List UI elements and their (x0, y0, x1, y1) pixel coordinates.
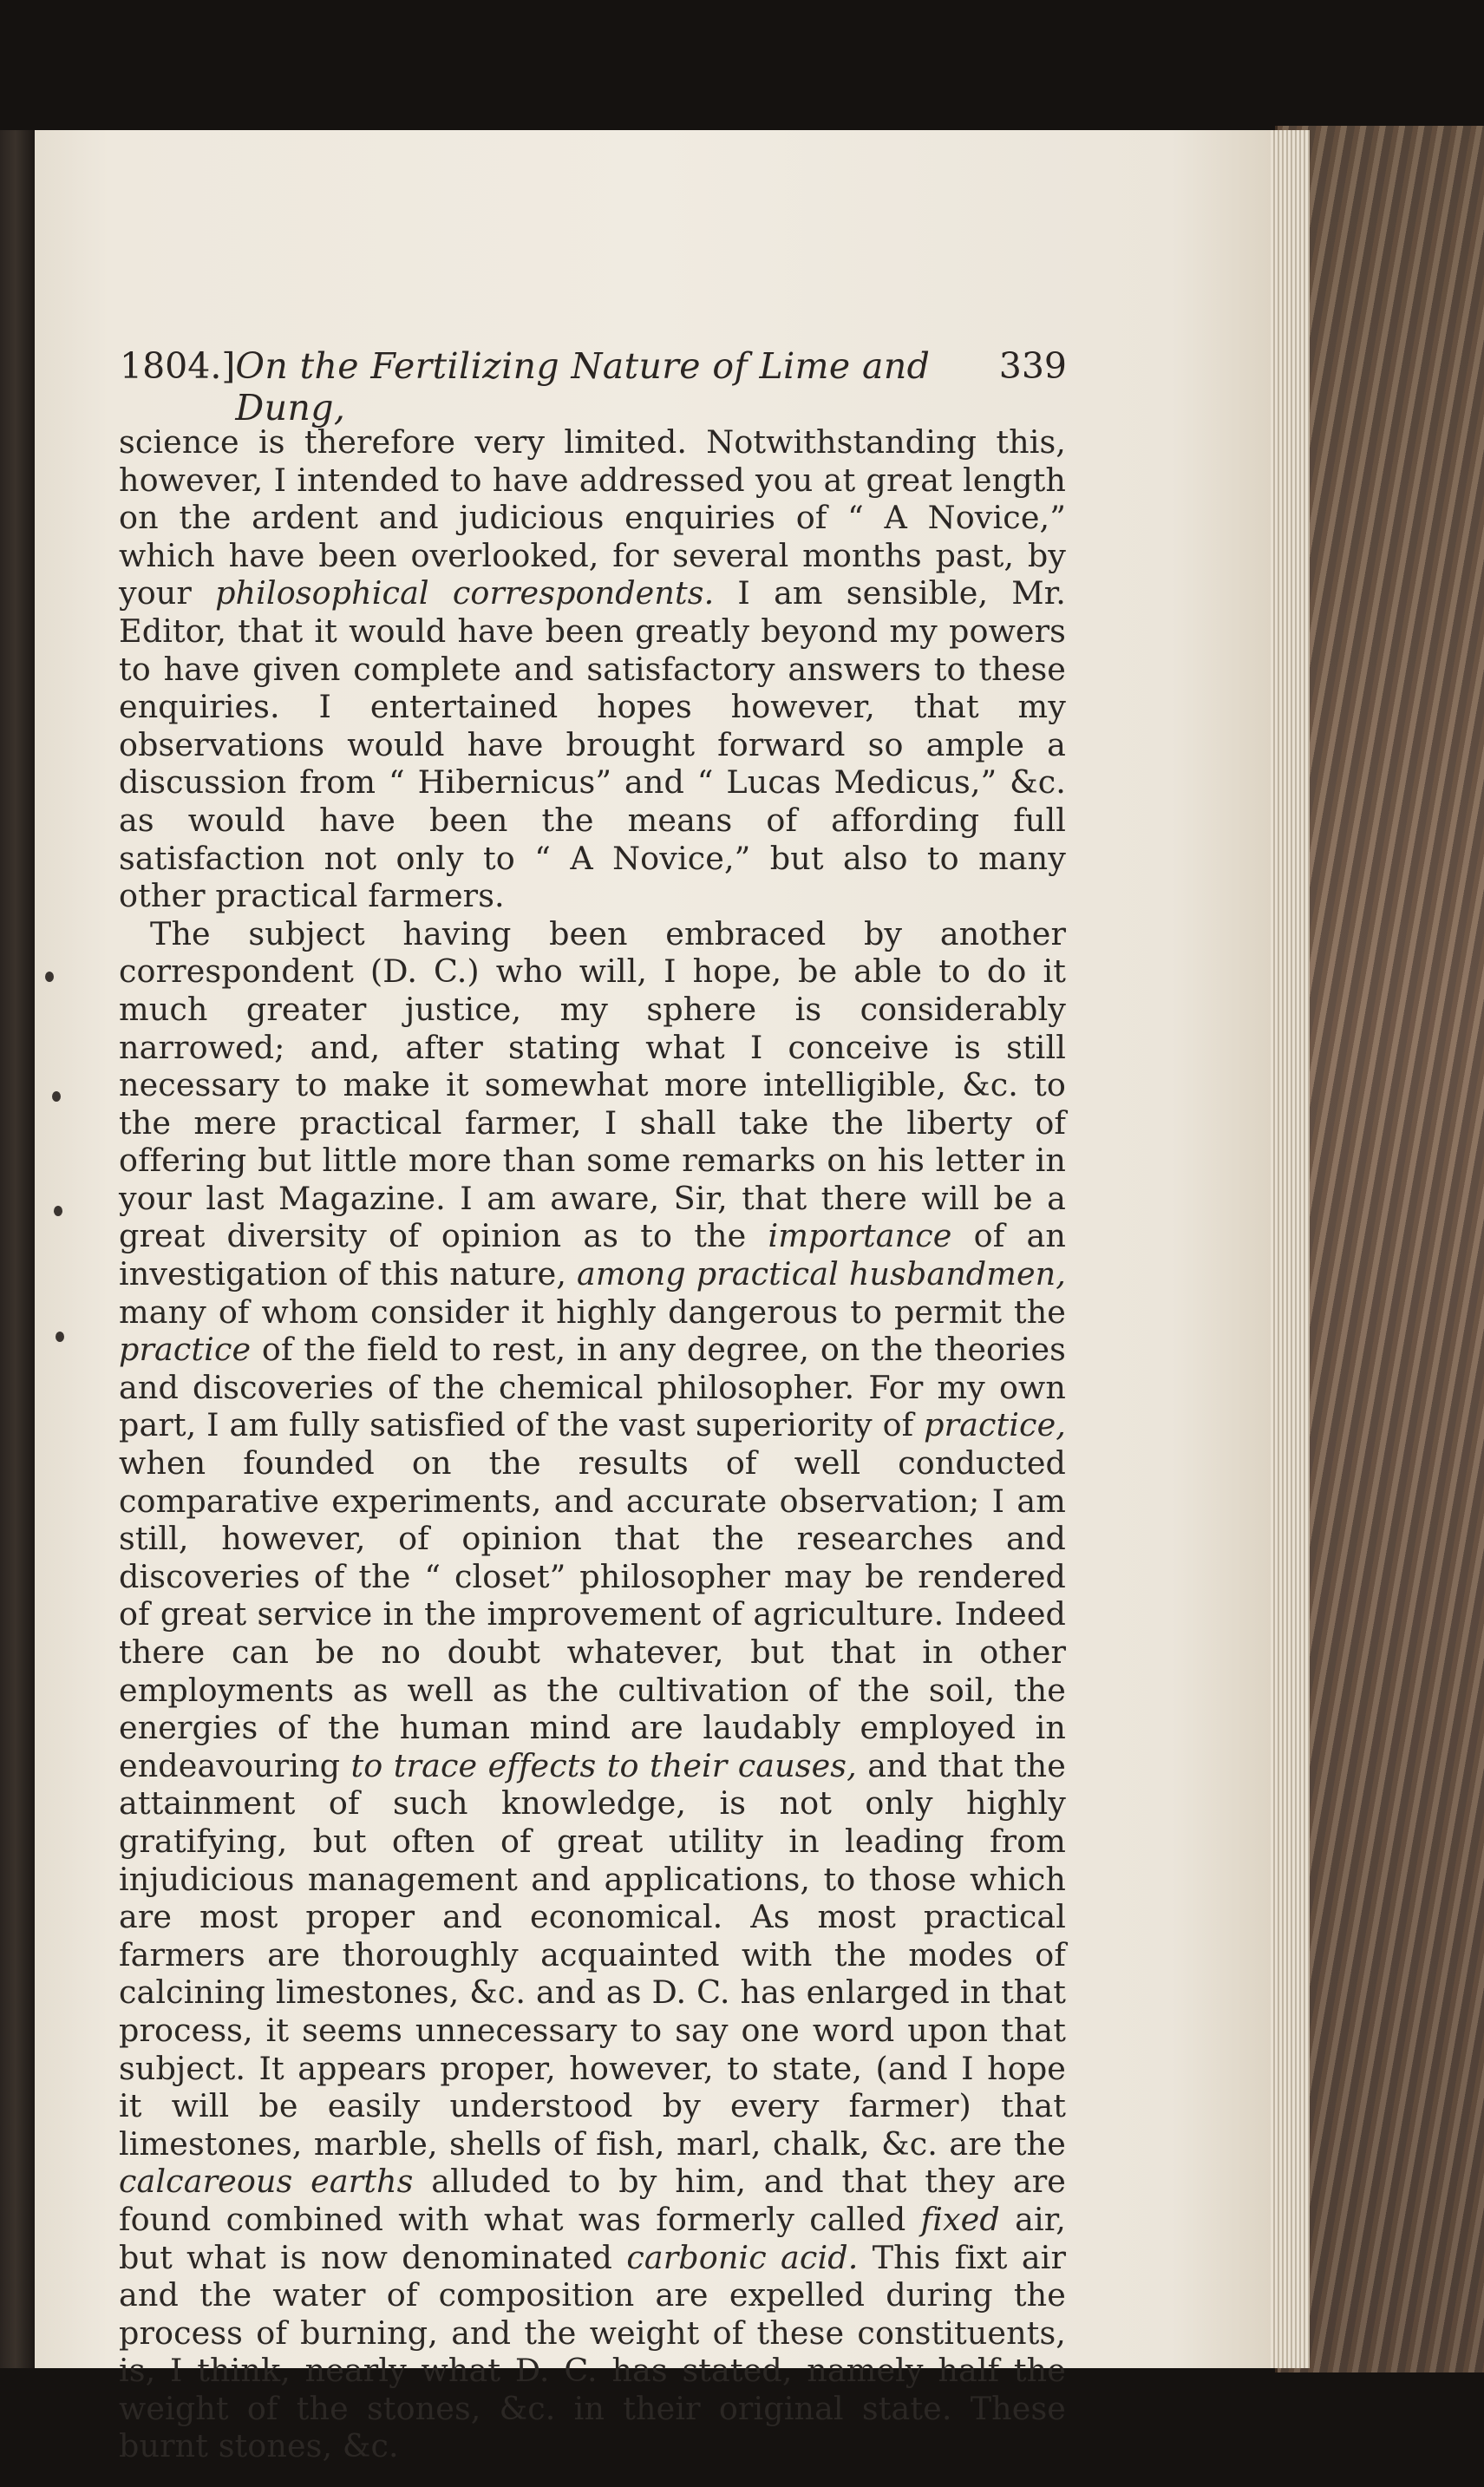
italic-text-run: fixed (920, 2200, 1000, 2238)
italic-text-run: among practical husbandmen, (577, 1255, 1066, 1293)
body-text (119, 423, 1066, 2465)
book-left-edge (0, 130, 35, 2368)
text-run: I am sensible, Mr. Editor, that it would have been greatly beyond my powers to have given complete and satisfactory answers to these enquiries. I entertained hopes however, that my observations would have brought forward so ample a discussion from “ Hibernicus” and “ Lucas Medicus,” &c. as would have been the means of affording full satisfaction not only to “ A Novice,” but also to many other practical farmers. (119, 574, 1066, 915)
italic-text-run: practice, (924, 1406, 1066, 1444)
header-title: On the Fertilizing Nature of Lime and Dung, (235, 345, 931, 429)
italic-text-run: practice (119, 1331, 252, 1369)
margin-mark (45, 972, 54, 982)
page-number: 339 (998, 345, 1067, 387)
paragraph-1 (119, 423, 1066, 915)
page-edges (1266, 130, 1310, 2368)
margin-mark (52, 1091, 61, 1102)
header-year: 1804.] (120, 345, 236, 387)
text-run: science is therefore very limited. Notwithstanding this, however, I intended to have addressed you at great length on the ardent and judicious enquiries of “ A Novice,” which have been overlooked, for several months past, by your (119, 423, 1066, 612)
italic-text-run: to trace effects to their causes, (350, 1746, 857, 1784)
running-header (120, 345, 1067, 429)
text-run: The subject having been embraced by another correspondent (D. C.) who will, I hope, be able to do it much greater justice, my sphere is considerably narrowed; and, after stating what I conceive is still necessary to make it somewhat more intelligible, &c. to the mere practical farmer, I shall take the liberty of offering but little more than some remarks on his letter in your last Magazine. I am aware, Sir, that there will be a great diversity of opinion as to the (119, 914, 1066, 1255)
text-run: when founded on the results of well conducted comparative experiments, and accurate observation; I am still, however, of opinion that the researches and discoveries of the “ closet” philosopher may be rendered of great service in the improvement of agriculture. Indeed there can be no doubt whatever, but that in other employments as well as the cultivation of the soil, the energies of the human mind are laudably employed in endeavouring (119, 1444, 1066, 1784)
paragraph-2 (119, 915, 1066, 2465)
text-run: alluded to by him, and that they are found combined with what was formerly called (119, 2163, 1066, 2238)
margin-mark (54, 1206, 62, 1216)
text-run: and that the attainment of such knowledge, is not only highly gratifying, but often of great utility in leading from injudicious management and applications, to those which are most proper and economical. As most practical farmers are thoroughly acquainted with the modes of calcining limestones, &c. and as D. C. has enlarged in that process, it seems unnecessary to say one word upon that subject. It appears proper, however, to state, (and I hope it will be easily understood by every farmer) that limestones, marble, shells of fish, marl, chalk, &c. are the (119, 1746, 1066, 2163)
text-run: of an investigation of this nature, (119, 1217, 1066, 1293)
text-run: many of whom consider it highly dangerous to permit the (119, 1293, 1066, 1331)
text-run: This fixt air and the water of composition are expelled during the process of burning, and the weight of these constituents, is, I think, nearly what D. C. has stated, namely half the weight of the stones, &c. in their original state. These burnt stones, &c. (119, 2238, 1067, 2465)
italic-text-run: calcareous earths (119, 2163, 414, 2201)
text-run: of the field to rest, in any degree, on the theories and discoveries of the chemical philosopher. For my own part, I am fully satisfied of the vast superiority of (119, 1331, 1066, 1444)
margin-mark (56, 1332, 64, 1342)
italic-text-run: carbonic acid. (626, 2238, 859, 2276)
italic-text-run: philosophical correspondents. (215, 574, 715, 612)
text-run: air, but what is now denominated (119, 2200, 1067, 2276)
italic-text-run: importance (768, 1217, 952, 1255)
